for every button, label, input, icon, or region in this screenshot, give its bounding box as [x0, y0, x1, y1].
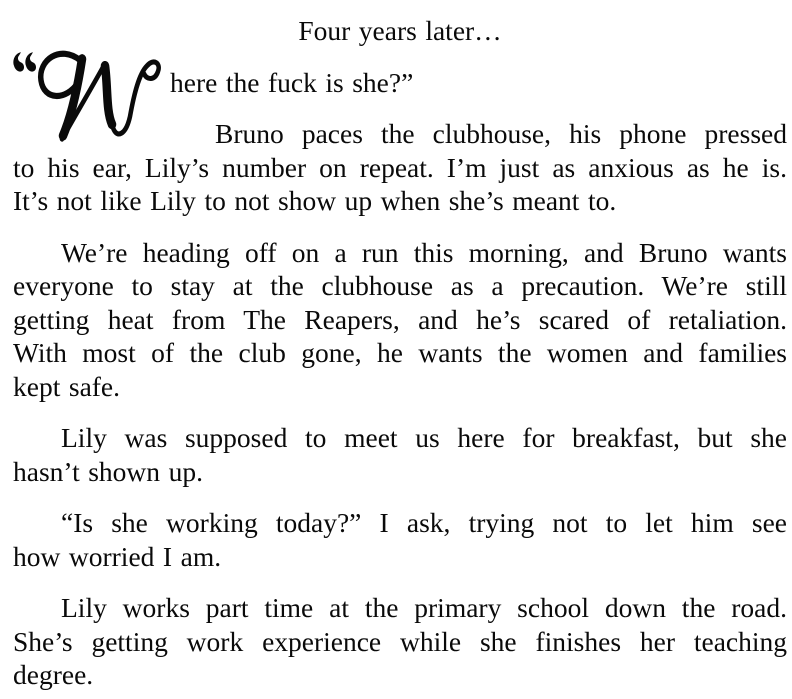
- text-line: how worried I am.: [13, 540, 222, 572]
- text-line: to his ear, Lily’s number on repeat. I’m just as anxious as he is.: [13, 151, 787, 183]
- text-line: degree.: [13, 659, 94, 690]
- text-line: Bruno paces the clubhouse, his phone pressed: [215, 118, 787, 149]
- dropcap-w-icon: [12, 50, 161, 156]
- section-heading: Four years later…: [298, 15, 502, 46]
- text-line: hasn’t shown up.: [13, 455, 203, 487]
- text-line: Lily works part time at the primary school down the road.: [61, 592, 787, 623]
- paragraph: [13, 421, 787, 488]
- paragraph: [13, 506, 787, 573]
- text-line: getting heat from The Reapers, and he’s scared of retaliation.: [13, 303, 787, 335]
- text-line: “Is she working today?” I ask, trying not to let him see: [61, 507, 787, 538]
- text-line: everyone to stay at the clubhouse as a precaution. We’re still: [13, 270, 787, 301]
- dropcap-w-strokes: [41, 54, 159, 139]
- text-line: She’s getting work experience while she finishes her teaching: [13, 625, 787, 657]
- text-line: We’re heading off on a run this morning, and Bruno wants: [61, 236, 787, 268]
- text-line: With most of the club gone, he wants the women and families: [13, 337, 787, 368]
- text-line: Lily was supposed to meet us here for breakfast, but she: [61, 422, 787, 453]
- text-line: It’s not like Lily to not show up when she’s meant to.: [13, 185, 617, 216]
- text-line: kept safe.: [13, 370, 121, 402]
- paragraph: [13, 236, 787, 404]
- text-line: here the fuck is she?”: [170, 66, 414, 98]
- open-quote-icon: [13, 52, 36, 71]
- paragraph: [13, 591, 787, 692]
